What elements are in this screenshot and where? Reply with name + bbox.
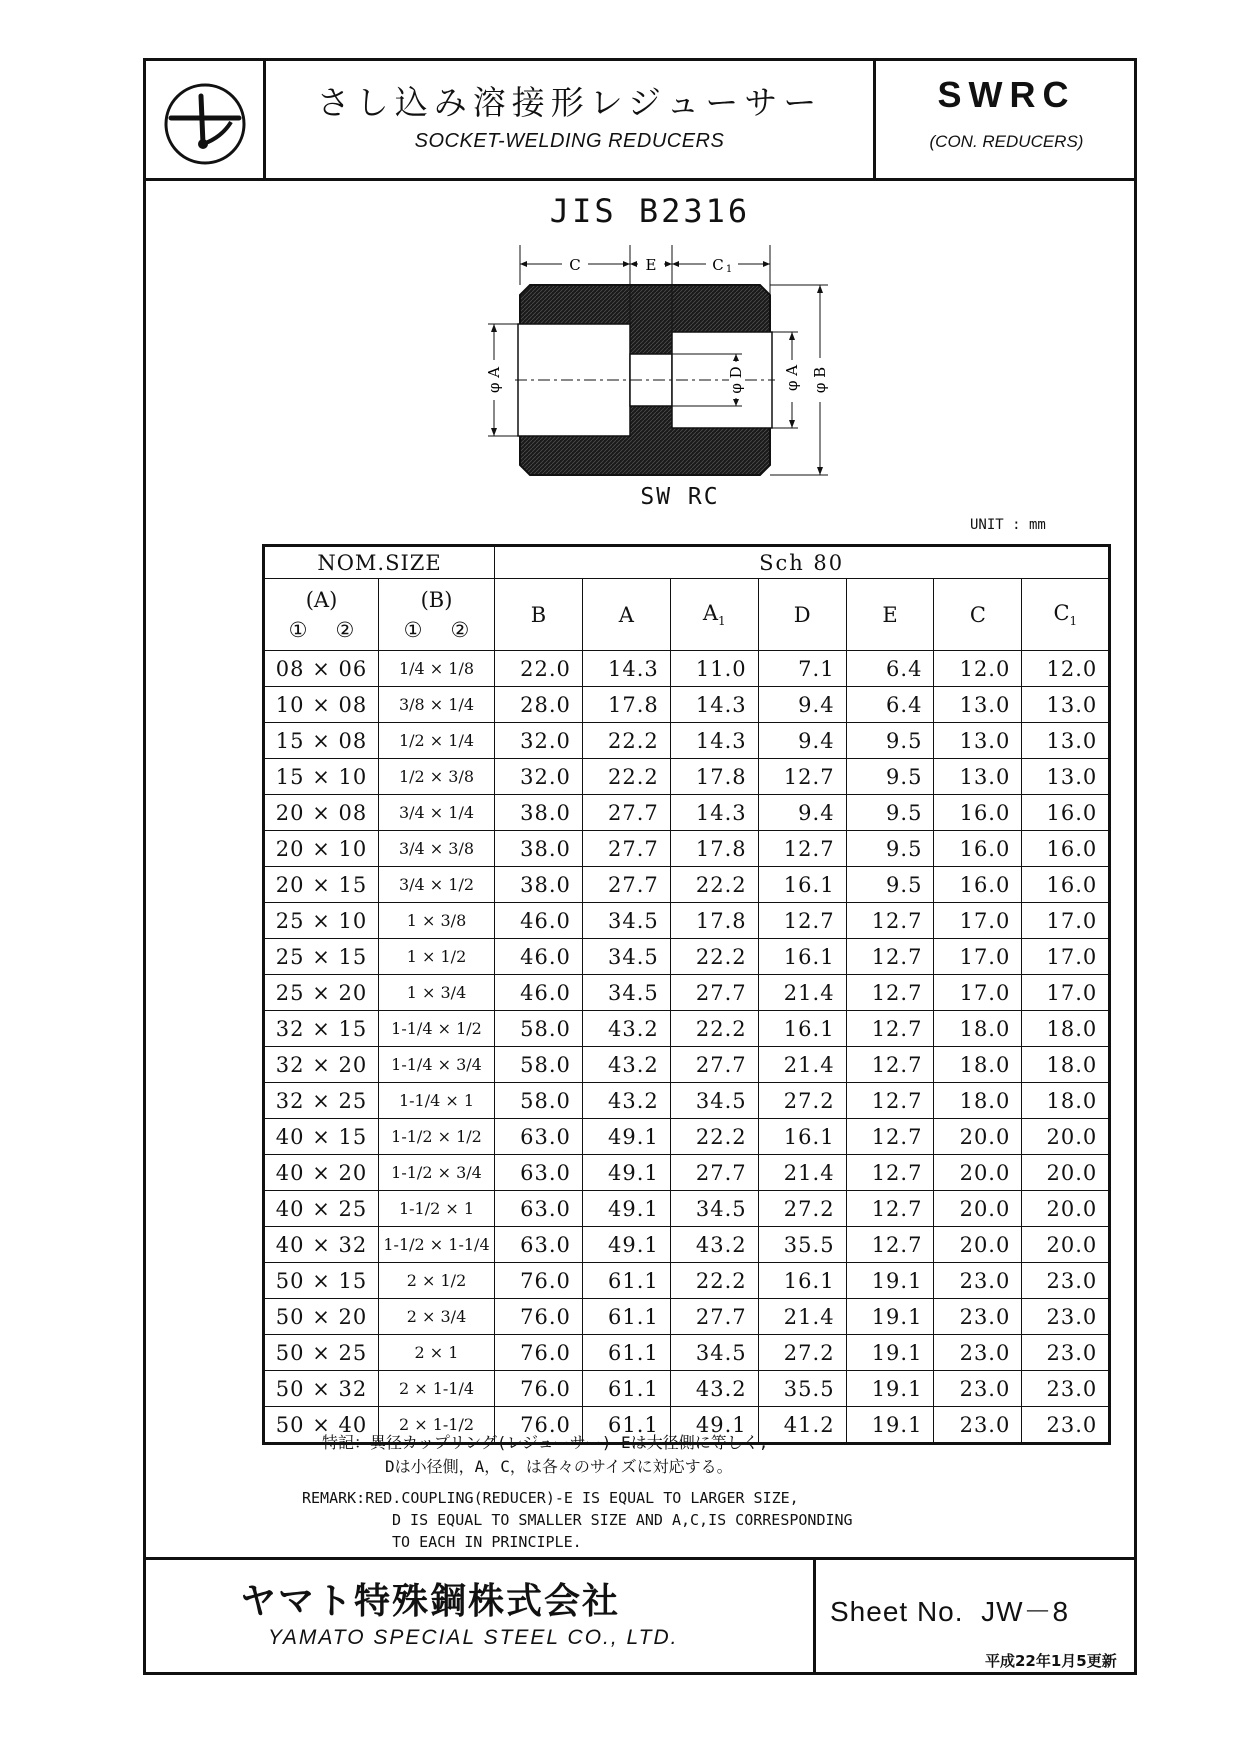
cell-nom-size-b: 2 × 1/2 bbox=[379, 1263, 495, 1299]
cell-e: 12.7 bbox=[846, 939, 934, 975]
cell-c: 23.0 bbox=[934, 1335, 1022, 1371]
cell-nom-size-a: 15 × 10 bbox=[264, 759, 379, 795]
cell-nom-size-b: 3/8 × 1/4 bbox=[379, 687, 495, 723]
diagram-caption: SW RC bbox=[640, 484, 720, 510]
cell-c: 23.0 bbox=[934, 1299, 1022, 1335]
cell-a1: 22.2 bbox=[670, 1011, 758, 1047]
cell-nom-size-a: 25 × 15 bbox=[264, 939, 379, 975]
cell-a1: 43.2 bbox=[670, 1371, 758, 1407]
cell-a1: 27.7 bbox=[670, 1299, 758, 1335]
note-jp-line-2: Dは小径側，A，C，は各々のサイズに対応する。 bbox=[385, 1457, 733, 1476]
standard-number: JIS B2316 bbox=[549, 192, 751, 230]
cell-nom-size-a: 20 × 08 bbox=[264, 795, 379, 831]
cell-b: 76.0 bbox=[495, 1335, 583, 1371]
cell-nom-size-a: 20 × 15 bbox=[264, 867, 379, 903]
cell-d: 21.4 bbox=[758, 1155, 846, 1191]
cell-c: 16.0 bbox=[934, 795, 1022, 831]
table-row bbox=[264, 1335, 1110, 1371]
cell-b: 22.0 bbox=[495, 651, 583, 687]
cell-c: 20.0 bbox=[934, 1119, 1022, 1155]
cell-a: 49.1 bbox=[582, 1119, 670, 1155]
cell-c1: 18.0 bbox=[1022, 1047, 1110, 1083]
dimension-d-label: φ D bbox=[727, 366, 745, 394]
cell-d: 16.1 bbox=[758, 867, 846, 903]
col-header-a1: $A_1$ bbox=[670, 579, 758, 651]
cell-a1: 27.7 bbox=[670, 975, 758, 1011]
cell-nom-size-b: 1-1/4 × 1 bbox=[379, 1083, 495, 1119]
cell-c: 17.0 bbox=[934, 975, 1022, 1011]
cell-a: 43.2 bbox=[582, 1011, 670, 1047]
cell-a1: 17.8 bbox=[670, 831, 758, 867]
cell-d: 21.4 bbox=[758, 1047, 846, 1083]
cell-d: 12.7 bbox=[758, 831, 846, 867]
col-header-c: C bbox=[934, 579, 1022, 651]
cell-b: 58.0 bbox=[495, 1047, 583, 1083]
table-row bbox=[264, 1299, 1110, 1335]
cell-b: 76.0 bbox=[495, 1407, 583, 1444]
cell-nom-size-a: 15 × 08 bbox=[264, 723, 379, 759]
note-en-line-2: D IS EQUAL TO SMALLER SIZE AND A,C,IS CORRESPONDING bbox=[392, 1511, 853, 1529]
cell-a: 14.3 bbox=[582, 651, 670, 687]
cell-nom-size-a: 50 × 15 bbox=[264, 1263, 379, 1299]
cell-c1: 18.0 bbox=[1022, 1083, 1110, 1119]
cell-d: 27.2 bbox=[758, 1083, 846, 1119]
cell-c1: 23.0 bbox=[1022, 1371, 1110, 1407]
cell-nom-size-b: 1-1/2 × 1-1/4 bbox=[379, 1227, 495, 1263]
cell-e: 12.7 bbox=[846, 1155, 934, 1191]
table-row bbox=[264, 1371, 1110, 1407]
table-row bbox=[264, 867, 1110, 903]
table-row bbox=[264, 903, 1110, 939]
cell-c: 23.0 bbox=[934, 1371, 1022, 1407]
cell-nom-size-b: 1/4 × 1/8 bbox=[379, 651, 495, 687]
cell-e: 9.5 bbox=[846, 759, 934, 795]
cell-c1: 23.0 bbox=[1022, 1335, 1110, 1371]
col-header-a: A bbox=[582, 579, 670, 651]
cell-b: 32.0 bbox=[495, 723, 583, 759]
table-row bbox=[264, 831, 1110, 867]
cell-d: 35.5 bbox=[758, 1371, 846, 1407]
cell-b: 63.0 bbox=[495, 1191, 583, 1227]
company-logo bbox=[163, 82, 247, 170]
cell-e: 19.1 bbox=[846, 1263, 934, 1299]
reducer-diagram bbox=[480, 240, 880, 495]
cell-c: 18.0 bbox=[934, 1047, 1022, 1083]
cell-nom-size-b: 1 × 3/8 bbox=[379, 903, 495, 939]
cell-c1: 17.0 bbox=[1022, 903, 1110, 939]
cell-nom-size-a: 10 × 08 bbox=[264, 687, 379, 723]
svg-text:1: 1 bbox=[725, 264, 733, 275]
cell-c: 20.0 bbox=[934, 1155, 1022, 1191]
cell-c: 17.0 bbox=[934, 903, 1022, 939]
product-code: SWRC bbox=[937, 74, 1076, 115]
cell-c1: 20.0 bbox=[1022, 1191, 1110, 1227]
cell-d: 9.4 bbox=[758, 723, 846, 759]
cell-a: 34.5 bbox=[582, 975, 670, 1011]
cell-e: 12.7 bbox=[846, 975, 934, 1011]
cell-e: 19.1 bbox=[846, 1407, 934, 1444]
product-code-subtitle: (CON. REDUCERS) bbox=[929, 132, 1084, 151]
cell-nom-size-a: 32 × 20 bbox=[264, 1047, 379, 1083]
cell-a: 49.1 bbox=[582, 1227, 670, 1263]
cell-c1: 16.0 bbox=[1022, 867, 1110, 903]
cell-a1: 22.2 bbox=[670, 867, 758, 903]
cell-a1: 17.8 bbox=[670, 903, 758, 939]
cell-b: 46.0 bbox=[495, 975, 583, 1011]
note-en-line-1: REMARK:RED.COUPLING(REDUCER)-E IS EQUAL TO LARGER SIZE, bbox=[302, 1489, 799, 1507]
cell-c: 18.0 bbox=[934, 1011, 1022, 1047]
cell-a: 34.5 bbox=[582, 903, 670, 939]
company-name-jp: ヤマト特殊鋼株式会社 bbox=[240, 1581, 621, 1622]
table-row bbox=[264, 939, 1110, 975]
cell-b: 38.0 bbox=[495, 867, 583, 903]
cell-c1: 20.0 bbox=[1022, 1155, 1110, 1191]
note-jp-line-1: 特記：異径カップリング(レジューサー)-Eは大径側に等しく, bbox=[322, 1433, 769, 1452]
table-row bbox=[264, 1191, 1110, 1227]
cell-d: 21.4 bbox=[758, 975, 846, 1011]
dimension-b-label: φ B bbox=[811, 366, 829, 394]
cell-d: 16.1 bbox=[758, 1119, 846, 1155]
table-row bbox=[264, 795, 1110, 831]
cell-a: 61.1 bbox=[582, 1371, 670, 1407]
cell-a1: 14.3 bbox=[670, 723, 758, 759]
cell-a1: 34.5 bbox=[670, 1191, 758, 1227]
cell-c1: 12.0 bbox=[1022, 651, 1110, 687]
cell-d: 9.4 bbox=[758, 795, 846, 831]
cell-a: 27.7 bbox=[582, 867, 670, 903]
cell-d: 9.4 bbox=[758, 687, 846, 723]
table-row bbox=[264, 759, 1110, 795]
cell-nom-size-a: 40 × 20 bbox=[264, 1155, 379, 1191]
cell-a: 43.2 bbox=[582, 1083, 670, 1119]
dimension-table bbox=[262, 544, 1111, 1445]
cell-nom-size-b: 3/4 × 1/2 bbox=[379, 867, 495, 903]
cell-e: 12.7 bbox=[846, 903, 934, 939]
table-row bbox=[264, 1119, 1110, 1155]
cell-e: 9.5 bbox=[846, 723, 934, 759]
cell-a1: 22.2 bbox=[670, 1119, 758, 1155]
cell-d: 27.2 bbox=[758, 1191, 846, 1227]
dimension-a-label: φ A bbox=[485, 366, 503, 394]
cell-e: 12.7 bbox=[846, 1119, 934, 1155]
cell-a: 22.2 bbox=[582, 759, 670, 795]
cell-b: 76.0 bbox=[495, 1299, 583, 1335]
cell-d: 27.2 bbox=[758, 1335, 846, 1371]
cell-d: 16.1 bbox=[758, 939, 846, 975]
cell-a1: 14.3 bbox=[670, 687, 758, 723]
cell-nom-size-b: 1/2 × 1/4 bbox=[379, 723, 495, 759]
cell-nom-size-a: 25 × 20 bbox=[264, 975, 379, 1011]
title-english: SOCKET-WELDING REDUCERS bbox=[414, 130, 725, 152]
cell-nom-size-b: 1/2 × 3/8 bbox=[379, 759, 495, 795]
cell-nom-size-b: 1 × 1/2 bbox=[379, 939, 495, 975]
cell-nom-size-b: 3/4 × 3/8 bbox=[379, 831, 495, 867]
table-row bbox=[264, 1155, 1110, 1191]
cell-a: 17.8 bbox=[582, 687, 670, 723]
cell-c1: 16.0 bbox=[1022, 795, 1110, 831]
cell-e: 12.7 bbox=[846, 1047, 934, 1083]
cell-b: 28.0 bbox=[495, 687, 583, 723]
cell-nom-size-a: 50 × 25 bbox=[264, 1335, 379, 1371]
cell-a: 43.2 bbox=[582, 1047, 670, 1083]
cell-nom-size-a: 08 × 06 bbox=[264, 651, 379, 687]
cell-c: 23.0 bbox=[934, 1407, 1022, 1444]
cell-b: 63.0 bbox=[495, 1119, 583, 1155]
cell-b: 38.0 bbox=[495, 831, 583, 867]
cell-a: 61.1 bbox=[582, 1299, 670, 1335]
title-japanese: さし込み溶接形レジューサー bbox=[316, 83, 823, 122]
cell-c: 20.0 bbox=[934, 1227, 1022, 1263]
revision-date: 平成22年1月5更新 bbox=[985, 1652, 1117, 1670]
cell-a1: 43.2 bbox=[670, 1227, 758, 1263]
cell-a1: 17.8 bbox=[670, 759, 758, 795]
table-row bbox=[264, 651, 1110, 687]
cell-d: 12.7 bbox=[758, 903, 846, 939]
size-b-header: (B) ① ② bbox=[379, 579, 495, 651]
footer-divider bbox=[813, 1557, 816, 1675]
schedule-header: Sch 80 bbox=[495, 546, 1110, 579]
cell-e: 6.4 bbox=[846, 651, 934, 687]
cell-a: 61.1 bbox=[582, 1407, 670, 1444]
cell-a: 27.7 bbox=[582, 795, 670, 831]
cell-nom-size-a: 50 × 32 bbox=[264, 1371, 379, 1407]
cell-a1: 22.2 bbox=[670, 1263, 758, 1299]
cell-c: 20.0 bbox=[934, 1191, 1022, 1227]
dimension-c1-label: C bbox=[712, 256, 724, 274]
cell-nom-size-b: 1-1/2 × 1 bbox=[379, 1191, 495, 1227]
cell-nom-size-a: 40 × 15 bbox=[264, 1119, 379, 1155]
cell-b: 76.0 bbox=[495, 1371, 583, 1407]
cell-c1: 13.0 bbox=[1022, 687, 1110, 723]
cell-c1: 20.0 bbox=[1022, 1119, 1110, 1155]
cell-nom-size-a: 20 × 10 bbox=[264, 831, 379, 867]
cell-c1: 13.0 bbox=[1022, 759, 1110, 795]
table-body bbox=[264, 651, 1110, 1444]
cell-e: 9.5 bbox=[846, 831, 934, 867]
cell-c: 23.0 bbox=[934, 1263, 1022, 1299]
unit-label: UNIT : mm bbox=[970, 517, 1046, 533]
cell-c1: 23.0 bbox=[1022, 1407, 1110, 1444]
cell-b: 76.0 bbox=[495, 1263, 583, 1299]
dimension-c-label: C bbox=[569, 256, 581, 274]
nom-size-header: NOM.SIZE bbox=[264, 546, 495, 579]
table-row bbox=[264, 687, 1110, 723]
note-en-line-3: TO EACH IN PRINCIPLE. bbox=[392, 1533, 582, 1551]
cell-a: 49.1 bbox=[582, 1191, 670, 1227]
cell-nom-size-b: 2 × 3/4 bbox=[379, 1299, 495, 1335]
table-row bbox=[264, 1083, 1110, 1119]
cell-c1: 16.0 bbox=[1022, 831, 1110, 867]
cell-a1: 14.3 bbox=[670, 795, 758, 831]
cell-nom-size-a: 40 × 25 bbox=[264, 1191, 379, 1227]
cell-c1: 23.0 bbox=[1022, 1263, 1110, 1299]
cell-c1: 17.0 bbox=[1022, 939, 1110, 975]
cell-a1: 27.7 bbox=[670, 1047, 758, 1083]
cell-b: 38.0 bbox=[495, 795, 583, 831]
cell-nom-size-b: 3/4 × 1/4 bbox=[379, 795, 495, 831]
cell-nom-size-b: 1-1/4 × 1/2 bbox=[379, 1011, 495, 1047]
cell-b: 32.0 bbox=[495, 759, 583, 795]
cell-e: 12.7 bbox=[846, 1191, 934, 1227]
cell-a: 61.1 bbox=[582, 1335, 670, 1371]
cell-d: 21.4 bbox=[758, 1299, 846, 1335]
cell-e: 6.4 bbox=[846, 687, 934, 723]
footer-top-rule bbox=[143, 1557, 1137, 1560]
cell-e: 9.5 bbox=[846, 795, 934, 831]
cell-nom-size-a: 32 × 15 bbox=[264, 1011, 379, 1047]
table-row bbox=[264, 723, 1110, 759]
cell-d: 16.1 bbox=[758, 1263, 846, 1299]
cell-c1: 13.0 bbox=[1022, 723, 1110, 759]
cell-a: 49.1 bbox=[582, 1155, 670, 1191]
table-row bbox=[264, 1227, 1110, 1263]
table-row bbox=[264, 1047, 1110, 1083]
cell-b: 58.0 bbox=[495, 1011, 583, 1047]
table-row bbox=[264, 1263, 1110, 1299]
cell-c: 18.0 bbox=[934, 1083, 1022, 1119]
cell-nom-size-a: 50 × 20 bbox=[264, 1299, 379, 1335]
cell-a1: 34.5 bbox=[670, 1083, 758, 1119]
cell-nom-size-b: 1-1/2 × 3/4 bbox=[379, 1155, 495, 1191]
cell-c1: 23.0 bbox=[1022, 1299, 1110, 1335]
cell-b: 46.0 bbox=[495, 903, 583, 939]
cell-a1: 49.1 bbox=[670, 1407, 758, 1444]
cell-nom-size-a: 32 × 25 bbox=[264, 1083, 379, 1119]
cell-nom-size-a: 50 × 40 bbox=[264, 1407, 379, 1444]
header-bottom-rule bbox=[143, 178, 1137, 181]
col-header-e: E bbox=[846, 579, 934, 651]
cell-d: 35.5 bbox=[758, 1227, 846, 1263]
cell-d: 12.7 bbox=[758, 759, 846, 795]
size-a-header: (A) ① ② bbox=[264, 579, 379, 651]
cell-nom-size-a: 40 × 32 bbox=[264, 1227, 379, 1263]
cell-c: 13.0 bbox=[934, 723, 1022, 759]
cell-e: 12.7 bbox=[846, 1083, 934, 1119]
cell-b: 58.0 bbox=[495, 1083, 583, 1119]
cell-a1: 22.2 bbox=[670, 939, 758, 975]
cell-d: 16.1 bbox=[758, 1011, 846, 1047]
cell-a1: 34.5 bbox=[670, 1335, 758, 1371]
sheet-number: Sheet No. JW－8 bbox=[830, 1596, 1070, 1627]
dimension-a1-label: φ A bbox=[783, 364, 801, 392]
cell-c: 17.0 bbox=[934, 939, 1022, 975]
cell-nom-size-b: 1-1/4 × 3/4 bbox=[379, 1047, 495, 1083]
cell-d: 7.1 bbox=[758, 651, 846, 687]
cell-b: 63.0 bbox=[495, 1155, 583, 1191]
cell-a: 27.7 bbox=[582, 831, 670, 867]
cell-e: 12.7 bbox=[846, 1227, 934, 1263]
cell-c: 16.0 bbox=[934, 867, 1022, 903]
cell-a1: 11.0 bbox=[670, 651, 758, 687]
cell-d: 41.2 bbox=[758, 1407, 846, 1444]
cell-e: 9.5 bbox=[846, 867, 934, 903]
cell-nom-size-b: 2 × 1 bbox=[379, 1335, 495, 1371]
cell-a: 22.2 bbox=[582, 723, 670, 759]
cell-c1: 20.0 bbox=[1022, 1227, 1110, 1263]
cell-e: 19.1 bbox=[846, 1299, 934, 1335]
cell-a: 34.5 bbox=[582, 939, 670, 975]
cell-nom-size-b: 2 × 1-1/2 bbox=[379, 1407, 495, 1444]
cell-e: 19.1 bbox=[846, 1335, 934, 1371]
cell-c: 13.0 bbox=[934, 687, 1022, 723]
cell-e: 12.7 bbox=[846, 1011, 934, 1047]
col-header-d: D bbox=[758, 579, 846, 651]
col-header-c1: $C_1$ bbox=[1022, 579, 1110, 651]
dimension-e-label: E bbox=[645, 256, 657, 274]
cell-c: 13.0 bbox=[934, 759, 1022, 795]
cell-c1: 18.0 bbox=[1022, 1011, 1110, 1047]
cell-a1: 27.7 bbox=[670, 1155, 758, 1191]
cell-c: 12.0 bbox=[934, 651, 1022, 687]
company-name-en: YAMATO SPECIAL STEEL CO., LTD. bbox=[268, 1626, 679, 1649]
cell-c1: 17.0 bbox=[1022, 975, 1110, 1011]
cell-nom-size-b: 1 × 3/4 bbox=[379, 975, 495, 1011]
cell-e: 19.1 bbox=[846, 1371, 934, 1407]
cell-a: 61.1 bbox=[582, 1263, 670, 1299]
cell-nom-size-b: 2 × 1-1/4 bbox=[379, 1371, 495, 1407]
cell-nom-size-a: 25 × 10 bbox=[264, 903, 379, 939]
cell-b: 46.0 bbox=[495, 939, 583, 975]
cell-nom-size-b: 1-1/2 × 1/2 bbox=[379, 1119, 495, 1155]
cell-c: 16.0 bbox=[934, 831, 1022, 867]
table-row bbox=[264, 1011, 1110, 1047]
col-header-b: B bbox=[495, 579, 583, 651]
cell-b: 63.0 bbox=[495, 1227, 583, 1263]
table-row bbox=[264, 975, 1110, 1011]
